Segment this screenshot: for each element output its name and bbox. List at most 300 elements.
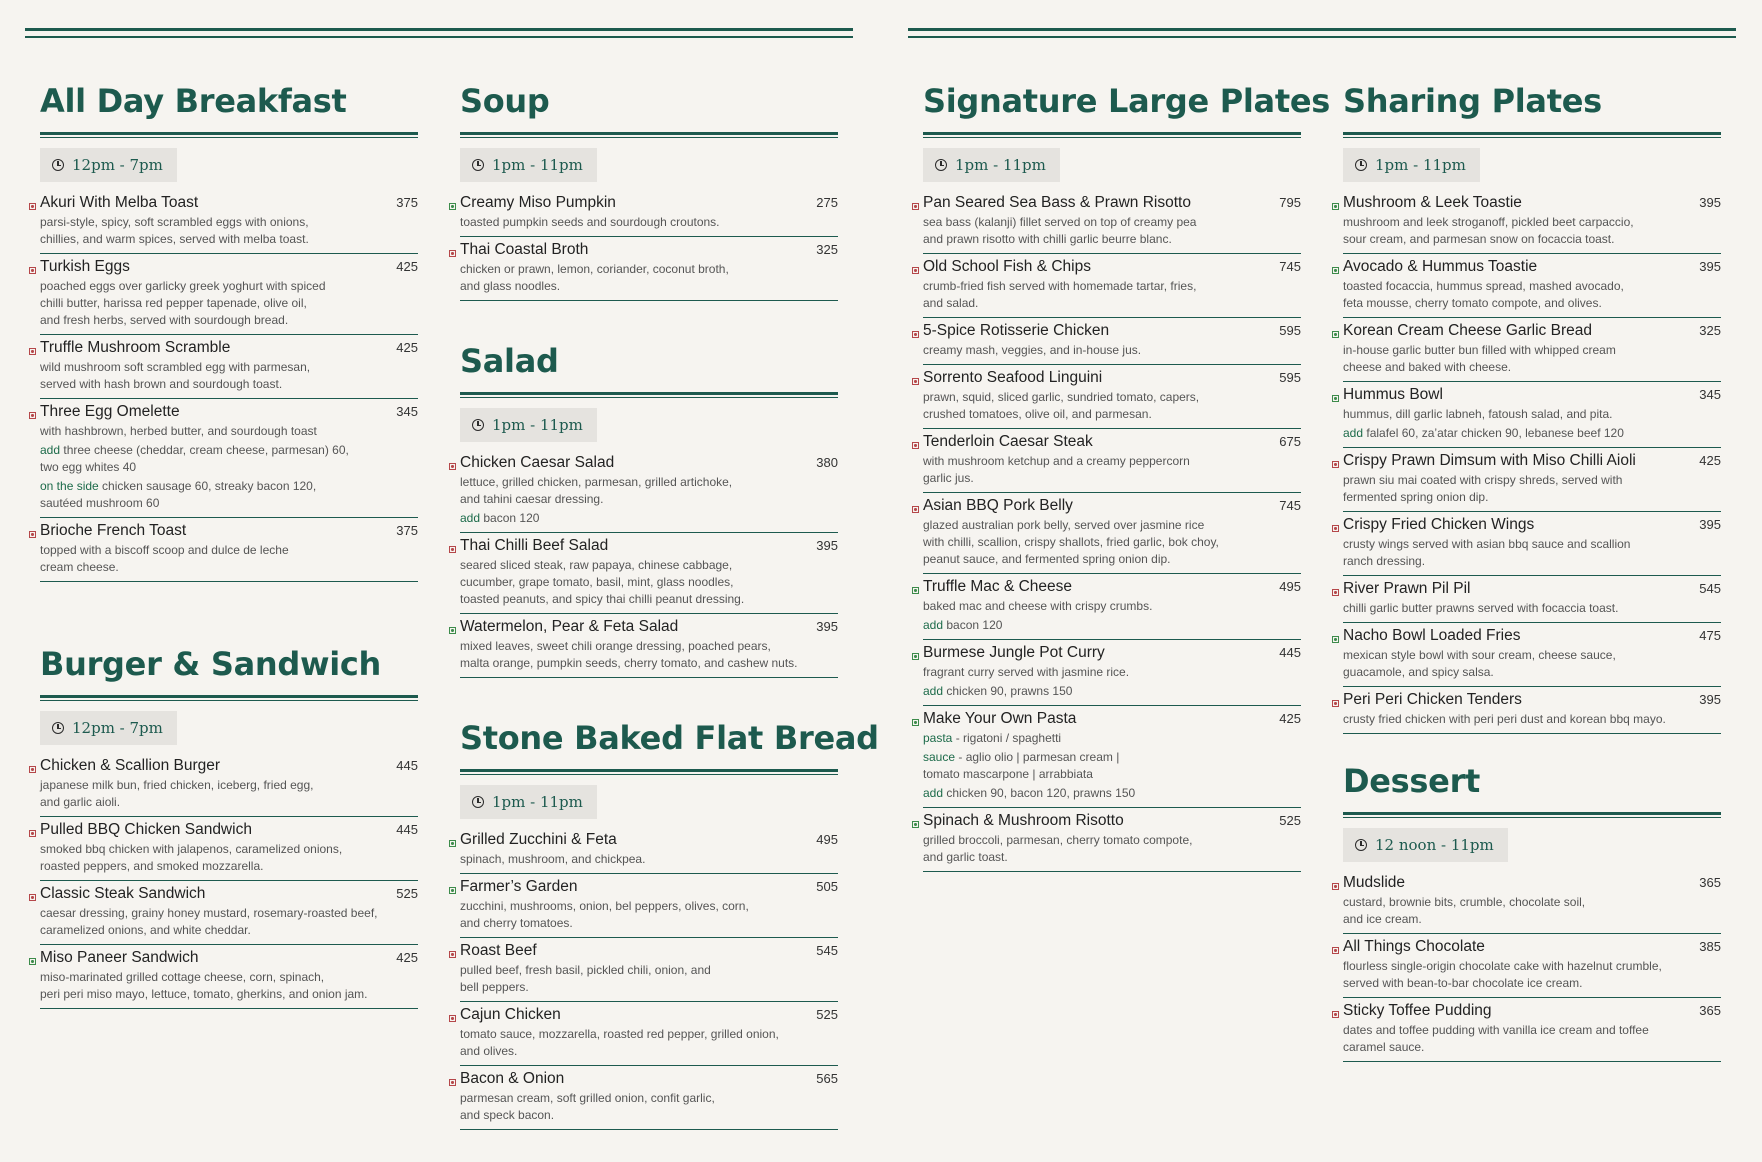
description-text: parmesan cream, soft grilled onion, confit garlic, and speck bacon. [460,1091,715,1122]
menu-item-list [40,190,418,582]
description-tag: add [1343,426,1364,440]
menu-item-description [923,730,1301,747]
menu-item-header [923,710,1301,728]
menu-item-price: 395 [1699,517,1721,532]
menu-item [923,190,1301,254]
menu-item-header [1343,691,1721,709]
section-title: Salad [460,342,559,380]
clock-icon [1355,839,1367,851]
menu-item-description [460,510,838,527]
description-text: seared sliced steak, raw papaya, chinese cabbage, cucumber, grape tomato, basil, mint, glass noodles, toasted peanuts, and spicy thai chilli peanut dressing. [460,558,745,606]
menu-item-price: 565 [816,1071,838,1086]
menu-item-description [460,851,838,868]
menu-item [923,640,1301,706]
menu-item-price: 445 [396,758,418,773]
clock-icon [472,796,484,808]
description-text: mixed leaves, sweet chili orange dressing, poached pears, malta orange, pumpkin seeds, cherry tomato, and cashew nuts. [460,639,798,670]
menu-item-name-text: Tenderloin Caesar Steak [923,433,1093,450]
description-text: prawn siu mai coated with crispy shreds, served with fermented spring onion dip. [1343,473,1623,504]
menu-item [460,827,838,874]
menu-item-price: 395 [816,619,838,634]
menu-item-name-text: Farmer’s Garden [460,878,578,895]
non-veg-marker-icon [912,331,919,338]
menu-item-name-text: Make Your Own Pasta [923,710,1077,727]
non-veg-marker-icon [912,267,919,274]
menu-item-name [40,885,205,903]
section-salad [460,340,838,678]
menu-item [40,190,418,254]
menu-item-description [460,261,838,295]
serving-time-text: 1pm - 11pm [492,416,583,434]
menu-item-name-text: Korean Cream Cheese Garlic Bread [1343,322,1592,339]
menu-item-name [923,433,1093,451]
serving-time-text: 12pm - 7pm [72,156,163,174]
menu-item-header [1343,386,1721,404]
description-text: mexican style bowl with sour cream, cheese sauce, guacamole, and spicy salsa. [1343,648,1616,679]
menu-item [1343,318,1721,382]
serving-time-text: 1pm - 11pm [1375,156,1466,174]
menu-item-description [460,557,838,608]
menu-item-price: 595 [1279,370,1301,385]
menu-item-header [1343,1002,1721,1020]
menu-item-name [460,454,614,472]
description-text: prawn, squid, sliced garlic, sundried tomato, capers, crushed tomatoes, olive oil, and parmesan. [923,390,1200,421]
menu-item-name-text: Thai Chilli Beef Salad [460,537,609,554]
menu-item-name-text: Sticky Toffee Pudding [1343,1002,1492,1019]
menu-item-description [40,423,418,440]
non-veg-marker-icon [449,463,456,470]
menu-item-header [40,821,418,839]
non-veg-marker-icon [1332,1011,1339,1018]
menu-item-description [40,478,418,512]
non-veg-marker-icon [912,506,919,513]
menu-item [923,574,1301,640]
clock-icon [472,159,484,171]
menu-item-price: 525 [396,886,418,901]
menu-item-name [923,194,1191,212]
menu-item-header [1343,452,1721,470]
menu-item [40,817,418,881]
menu-item-header [923,497,1301,515]
description-text: lettuce, grilled chicken, parmesan, grilled artichoke, and tahini caesar dressing. [460,475,733,506]
menu-item [1343,576,1721,623]
veg-marker-icon [1332,267,1339,274]
section-rule [40,132,418,138]
menu-item-description [923,342,1301,359]
serving-time-text: 1pm - 11pm [492,793,583,811]
menu-item-description [1343,425,1721,442]
description-text: parsi-style, spicy, soft scrambled eggs with onions, chillies, and warm spices, served with melba toast. [40,215,309,246]
menu-item-header [460,241,838,259]
section-title: Signature Large Plates [923,82,1330,120]
menu-item-description [40,841,418,875]
menu-item-header [460,194,838,212]
description-tag: add [460,511,481,525]
menu-item [460,1066,838,1130]
veg-marker-icon [449,840,456,847]
menu-item [923,365,1301,429]
menu-item [1343,687,1721,734]
description-text: tomato sauce, mozzarella, roasted red pepper, grilled onion, and olives. [460,1027,779,1058]
menu-item-header [460,537,838,555]
description-text: pulled beef, fresh basil, pickled chili, onion, and bell peppers. [460,963,711,994]
menu-item [460,614,838,678]
menu-item-name-text: Brioche French Toast [40,522,187,539]
menu-item-name-text: River Prawn Pil Pil [1343,580,1471,597]
clock-icon [472,419,484,431]
menu-item-header [40,757,418,775]
menu-item [1343,934,1721,998]
menu-item-name [1343,194,1522,212]
description-text: mushroom and leek stroganoff, pickled beet carpaccio, sour cream, and parmesan snow on focaccia toast. [1343,215,1634,246]
menu-item-description [923,517,1301,568]
description-text: crumb-fried fish served with homemade tartar, fries, and salad. [923,279,1197,310]
description-text: chicken or prawn, lemon, coriander, coconut broth, and glass noodles. [460,262,729,293]
veg-marker-icon [1332,395,1339,402]
menu-item-header [1343,580,1721,598]
veg-marker-icon [449,203,456,210]
menu-item-description [460,474,838,508]
menu-item-name-text: Pan Seared Sea Bass & Prawn Risotto [923,194,1191,211]
description-text: fragrant curry served with jasmine rice. [923,665,1130,679]
menu-item-price: 395 [816,538,838,553]
description-text: poached eggs over garlicky greek yoghurt with spiced chilli butter, harissa red pepper tapenade, olive oil, and fresh herbs, served with sourdough bread. [40,279,326,327]
description-text: chicken 90, prawns 150 [943,684,1073,698]
veg-marker-icon [912,719,919,726]
menu-item-header [923,322,1301,340]
menu-item-price: 395 [1699,692,1721,707]
menu-item-description [40,542,418,576]
section-title: All Day Breakfast [40,82,347,120]
clock-icon [52,159,64,171]
description-tag: on the side [40,479,99,493]
menu-item-name-text: 5-Spice Rotisserie Chicken [923,322,1110,339]
description-text: wild mushroom soft scrambled egg with parmesan, served with hash brown and sourdough toast. [40,360,311,391]
menu-item-name [1343,258,1537,276]
menu-item-name-text: Pulled BBQ Chicken Sandwich [40,821,252,838]
non-veg-marker-icon [449,546,456,553]
menu-item-name-text: Asian BBQ Pork Belly [923,497,1073,514]
menu-item-header [460,942,838,960]
menu-item-description [460,214,838,231]
menu-item-header [923,369,1301,387]
non-veg-marker-icon [1332,883,1339,890]
page-rule-left [25,28,853,38]
menu-item-name [923,710,1076,728]
non-veg-marker-icon [449,1015,456,1022]
menu-item-price: 425 [396,259,418,274]
menu-item-header [1343,322,1721,340]
menu-item-description [460,1026,838,1060]
menu-item-price: 345 [396,404,418,419]
menu-item-name [1343,452,1636,470]
menu-item-name [460,878,577,896]
menu-item-name-text: Crispy Fried Chicken Wings [1343,516,1535,533]
menu-item-header [1343,627,1721,645]
menu-item-description [923,278,1301,312]
menu-item-description [460,962,838,996]
menu-item-name-text: Three Egg Omelette [40,403,180,420]
menu-item-price: 325 [816,242,838,257]
menu-item-name [1343,1002,1492,1020]
menu-item-description [40,442,418,476]
menu-item [923,493,1301,574]
menu-item [40,399,418,518]
menu-item-name-text: Creamy Miso Pumpkin [460,194,616,211]
non-veg-marker-icon [912,203,919,210]
menu-item-name [1343,874,1405,892]
menu-item-name-text: Watermelon, Pear & Feta Salad [460,618,679,635]
menu-item [1343,382,1721,448]
menu-item [460,237,838,301]
description-text: spinach, mushroom, and chickpea. [460,852,646,866]
menu-item [460,190,838,237]
menu-item-header [460,878,838,896]
menu-item [1343,623,1721,687]
non-veg-marker-icon [449,250,456,257]
menu-item-header [40,258,418,276]
non-veg-marker-icon [29,348,36,355]
menu-item-name [460,537,608,555]
description-text: - aglio olio | parmesan cream | tomato mascarpone | arrabbiata [923,750,1120,781]
menu-item-name-text: Truffle Mac & Cheese [923,578,1073,595]
description-text: three cheese (cheddar, cream cheese, parmesan) 60, two egg whites 40 [40,443,349,474]
description-text: chicken sausage 60, streaky bacon 120, sautéed mushroom 60 [40,479,317,510]
menu-item-header [40,949,418,967]
menu-item-name-text: Spinach & Mushroom Risotto [923,812,1124,829]
menu-item-price: 375 [396,195,418,210]
menu-item-header [460,1006,838,1024]
veg-marker-icon [912,821,919,828]
menu-item-price: 495 [1279,579,1301,594]
menu-item-name-text: Akuri With Melba Toast [40,194,199,211]
section-rule [1343,812,1721,818]
menu-item-list [1343,190,1721,734]
description-text: glazed australian pork belly, served over jasmine rice with chilli, scallion, crispy shallots, fried garlic, bok choy, peanut sauce, and fermented spring onion dip. [923,518,1219,566]
menu-item-name-text: Mudslide [1343,874,1406,891]
menu-item-description [923,389,1301,423]
veg-marker-icon [912,587,919,594]
non-veg-marker-icon [1332,525,1339,532]
menu-item-description [1343,711,1721,728]
menu-item-name [1343,691,1522,709]
non-veg-marker-icon [29,830,36,837]
menu-item-price: 380 [816,455,838,470]
menu-item-price: 275 [816,195,838,210]
description-text: chilli garlic butter prawns served with focaccia toast. [1343,601,1619,615]
section-all-day-breakfast [40,80,418,582]
serving-time-badge [460,148,597,182]
menu-item-name [923,812,1124,830]
menu-item-header [460,1070,838,1088]
description-text: in-house garlic butter bun filled with whipped cream cheese and baked with cheese. [1343,343,1616,374]
menu-item-name [40,258,130,276]
description-text: toasted pumpkin seeds and sourdough croutons. [460,215,720,229]
menu-item-header [1343,194,1721,212]
menu-item [460,533,838,614]
menu-item-name-text: Turkish Eggs [40,258,130,275]
menu-item-header [923,194,1301,212]
menu-item-description [923,683,1301,700]
serving-time-text: 12pm - 7pm [72,719,163,737]
menu-item-list [1343,870,1721,1062]
menu-item-name [923,644,1105,662]
menu-item-description [40,214,418,248]
menu-item-price: 395 [1699,195,1721,210]
section-title: Dessert [1343,762,1481,800]
menu-item [923,254,1301,318]
menu-item-header [460,618,838,636]
veg-marker-icon [29,958,36,965]
menu-item [1343,998,1721,1062]
menu-item-price: 375 [396,523,418,538]
non-veg-marker-icon [29,412,36,419]
menu-item-description [1343,214,1721,248]
menu-item-name-text: Chicken Caesar Salad [460,454,615,471]
menu-item-price: 525 [1279,813,1301,828]
serving-time-badge [460,408,597,442]
description-tag: pasta [923,731,953,745]
clock-icon [52,722,64,734]
serving-time-badge [1343,148,1480,182]
menu-item-name-text: Cajun Chicken [460,1006,561,1023]
section-rule [1343,132,1721,138]
non-veg-marker-icon [449,951,456,958]
menu-item-list [460,190,838,301]
menu-item-list [460,827,838,1130]
menu-item-header [923,258,1301,276]
menu-item-header [923,644,1301,662]
menu-item-name-text: Roast Beef [460,942,537,959]
menu-item [40,518,418,582]
menu-item [460,450,838,533]
menu-item [40,881,418,945]
menu-item [40,335,418,399]
menu-item-header [460,454,838,472]
menu-item-description [460,638,838,672]
menu-item-description [923,453,1301,487]
description-text: falafel 60, za’atar chicken 90, lebanese beef 120 [1363,426,1624,440]
menu-item-description [40,905,418,939]
menu-item-description [460,898,838,932]
menu-item-description [1343,1022,1721,1056]
description-text: hummus, dill garlic labneh, fatoush salad, and pita. [1343,407,1613,421]
non-veg-marker-icon [912,442,919,449]
section-rule [40,695,418,701]
menu-item-description [923,785,1301,802]
menu-item-list [40,753,418,1009]
menu-item [923,808,1301,872]
menu-item-price: 495 [816,832,838,847]
menu-item [1343,254,1721,318]
non-veg-marker-icon [29,203,36,210]
menu-item-name [460,241,588,259]
menu-item-description [923,749,1301,783]
menu-item [40,254,418,335]
menu-item-name [923,497,1073,515]
menu-item [460,1002,838,1066]
menu-item-price: 395 [1699,259,1721,274]
menu-item-price: 745 [1279,259,1301,274]
menu-item-list [923,190,1301,872]
menu-item [923,318,1301,365]
description-text: crusty fried chicken with peri peri dust and korean bbq mayo. [1343,712,1666,726]
menu-item-header [40,339,418,357]
menu-item-description [923,598,1301,615]
menu-item-description [1343,342,1721,376]
menu-item [40,753,418,817]
description-text: grilled broccoli, parmesan, cherry tomato compote, and garlic toast. [923,833,1193,864]
description-text: caesar dressing, grainy honey mustard, rosemary-roasted beef, caramelized onions, and white cheddar. [40,906,378,937]
description-tag: add [923,618,944,632]
menu-item-price: 545 [816,943,838,958]
menu-item-name [40,949,199,967]
description-text: crusty wings served with asian bbq sauce and scallion ranch dressing. [1343,537,1631,568]
serving-time-text: 12 noon - 11pm [1375,836,1494,854]
menu-item-name-text: Peri Peri Chicken Tenders [1343,691,1522,708]
menu-item-price: 365 [1699,1003,1721,1018]
section-signature-large-plates [923,80,1330,872]
menu-item-price: 745 [1279,498,1301,513]
menu-item-name [923,578,1072,596]
menu-item-description [923,832,1301,866]
menu-item-name [40,403,180,421]
non-veg-marker-icon [1332,700,1339,707]
section-dessert [1343,760,1721,1062]
menu-item-name-text: Chicken & Scallion Burger [40,757,221,774]
serving-time-badge [40,711,177,745]
menu-item-name-text: Miso Paneer Sandwich [40,949,199,966]
veg-marker-icon [449,887,456,894]
menu-item-description [40,969,418,1003]
description-tag: add [40,443,61,457]
description-text: creamy mash, veggies, and in-house jus. [923,343,1142,357]
clock-icon [935,159,947,171]
menu-item-name [40,194,198,212]
menu-item-header [40,885,418,903]
menu-item-name [460,618,678,636]
menu-item-name-text: All Things Chocolate [1343,938,1485,955]
menu-item-price: 385 [1699,939,1721,954]
menu-item-name-text: Grilled Zucchini & Feta [460,831,617,848]
menu-item-price: 425 [1279,711,1301,726]
menu-item-name [923,322,1109,340]
menu-item-description [1343,958,1721,992]
menu-item-description [923,617,1301,634]
description-tag: sauce [923,750,956,764]
description-text: with mushroom ketchup and a creamy peppercorn garlic jus. [923,454,1190,485]
menu-item-name [40,821,252,839]
menu-item-description [1343,536,1721,570]
description-text: flourless single-origin chocolate cake with hazelnut crumble, served with bean-to-bar chocolate ice cream. [1343,959,1662,990]
description-text: smoked bbq chicken with jalapenos, caramelized onions, roasted peppers, and smoked mozzarella. [40,842,343,873]
menu-item-name-text: Bacon & Onion [460,1070,565,1087]
serving-time-badge [923,148,1060,182]
menu-item [1343,870,1721,934]
section-sharing-plates [1343,80,1721,734]
section-title: Soup [460,82,550,120]
section-soup [460,80,838,301]
menu-item-name-text: Truffle Mushroom Scramble [40,339,231,356]
menu-item-description [40,777,418,811]
description-text: bacon 120 [943,618,1003,632]
menu-item-header [40,403,418,421]
description-text: sea bass (kalanji) fillet served on top of creamy pea and prawn risotto with chilli garlic beurre blanc. [923,215,1197,246]
description-text: dates and toffee pudding with vanilla ice cream and toffee caramel sauce. [1343,1023,1649,1054]
menu-item-list [460,450,838,678]
non-veg-marker-icon [449,1079,456,1086]
menu-item-price: 445 [1279,645,1301,660]
